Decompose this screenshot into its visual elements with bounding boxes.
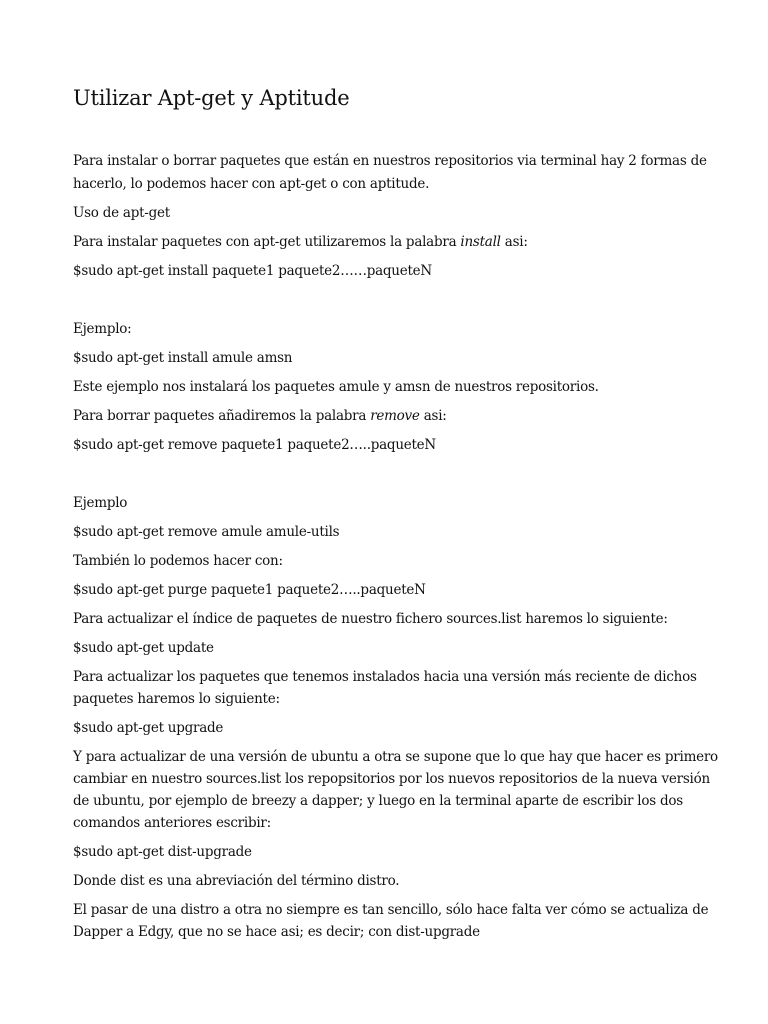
install-instruction-post: asi:: [500, 234, 528, 250]
upgrade-command: $sudo apt-get upgrade: [73, 720, 224, 736]
update-command: $sudo apt-get update: [73, 640, 214, 656]
remove-command-generic: $sudo apt-get remove paquete1 paquete2…..paqueteN: [73, 437, 436, 453]
final-paragraph-line-1: El pasar de una distro a otra no siempre es tan sencillo, sólo hace falta ver cómo se actualiza de: [73, 902, 709, 918]
dist-explanation-line-1: Y para actualizar de una versión de ubuntu a otra se supone que lo que hay que hacer es primero: [73, 749, 718, 765]
update-explanation: Para actualizar el índice de paquetes de nuestro fichero sources.list haremos lo siguiente:: [73, 611, 668, 627]
install-explanation: Este ejemplo nos instalará los paquetes amule y amsn de nuestros repositorios.: [73, 379, 599, 395]
dist-explanation-line-2: cambiar en nuestro sources.list los repopsitorios por los nuevos repositorios de la nueva versión: [73, 771, 710, 787]
uso-apt-get-heading: Uso de apt-get: [73, 205, 170, 221]
upgrade-explanation-line-2: paquetes haremos lo siguiente:: [73, 691, 280, 707]
remove-instruction-pre: Para borrar paquetes añadiremos la palabra: [73, 408, 371, 424]
dist-explanation-line-4: comandos anteriores escribir:: [73, 815, 271, 831]
intro-line-1: Para instalar o borrar paquetes que están en nuestros repositorios via terminal hay 2 formas de: [73, 153, 707, 169]
purge-command: $sudo apt-get purge paquete1 paquete2…..paqueteN: [73, 582, 426, 598]
remove-keyword: remove: [370, 408, 420, 424]
remove-command-example: $sudo apt-get remove amule amule-utils: [73, 524, 340, 540]
document-title: Utilizar Apt-get y Aptitude: [73, 86, 350, 110]
ejemplo-heading-2: Ejemplo: [73, 495, 128, 511]
upgrade-explanation-line-1: Para actualizar los paquetes que tenemos instalados hacia una versión más reciente de dichos: [73, 669, 697, 685]
install-instruction-pre: Para instalar paquetes con apt-get utilizaremos la palabra: [73, 234, 461, 250]
install-command-example: $sudo apt-get install amule amsn: [73, 350, 293, 366]
dist-upgrade-command: $sudo apt-get dist-upgrade: [73, 844, 252, 860]
dist-explanation-line-3: de ubuntu, por ejemplo de breezy a dapper; y luego en la terminal aparte de escribir los dos: [73, 793, 683, 809]
ejemplo-heading-1: Ejemplo:: [73, 321, 132, 337]
install-command-generic: $sudo apt-get install paquete1 paquete2……paqueteN: [73, 263, 432, 279]
intro-line-2: hacerlo, lo podemos hacer con apt-get o con aptitude.: [73, 176, 430, 192]
remove-instruction-post: asi:: [419, 408, 447, 424]
final-paragraph-line-2: Dapper a Edgy, que no se hace asi; es decir; con dist-upgrade: [73, 924, 480, 940]
dist-note: Donde dist es una abreviación del término distro.: [73, 873, 400, 889]
install-instruction: [73, 231, 528, 253]
tambien-text: También lo podemos hacer con:: [73, 553, 283, 569]
install-keyword: install: [460, 234, 501, 250]
remove-instruction: [73, 405, 447, 427]
